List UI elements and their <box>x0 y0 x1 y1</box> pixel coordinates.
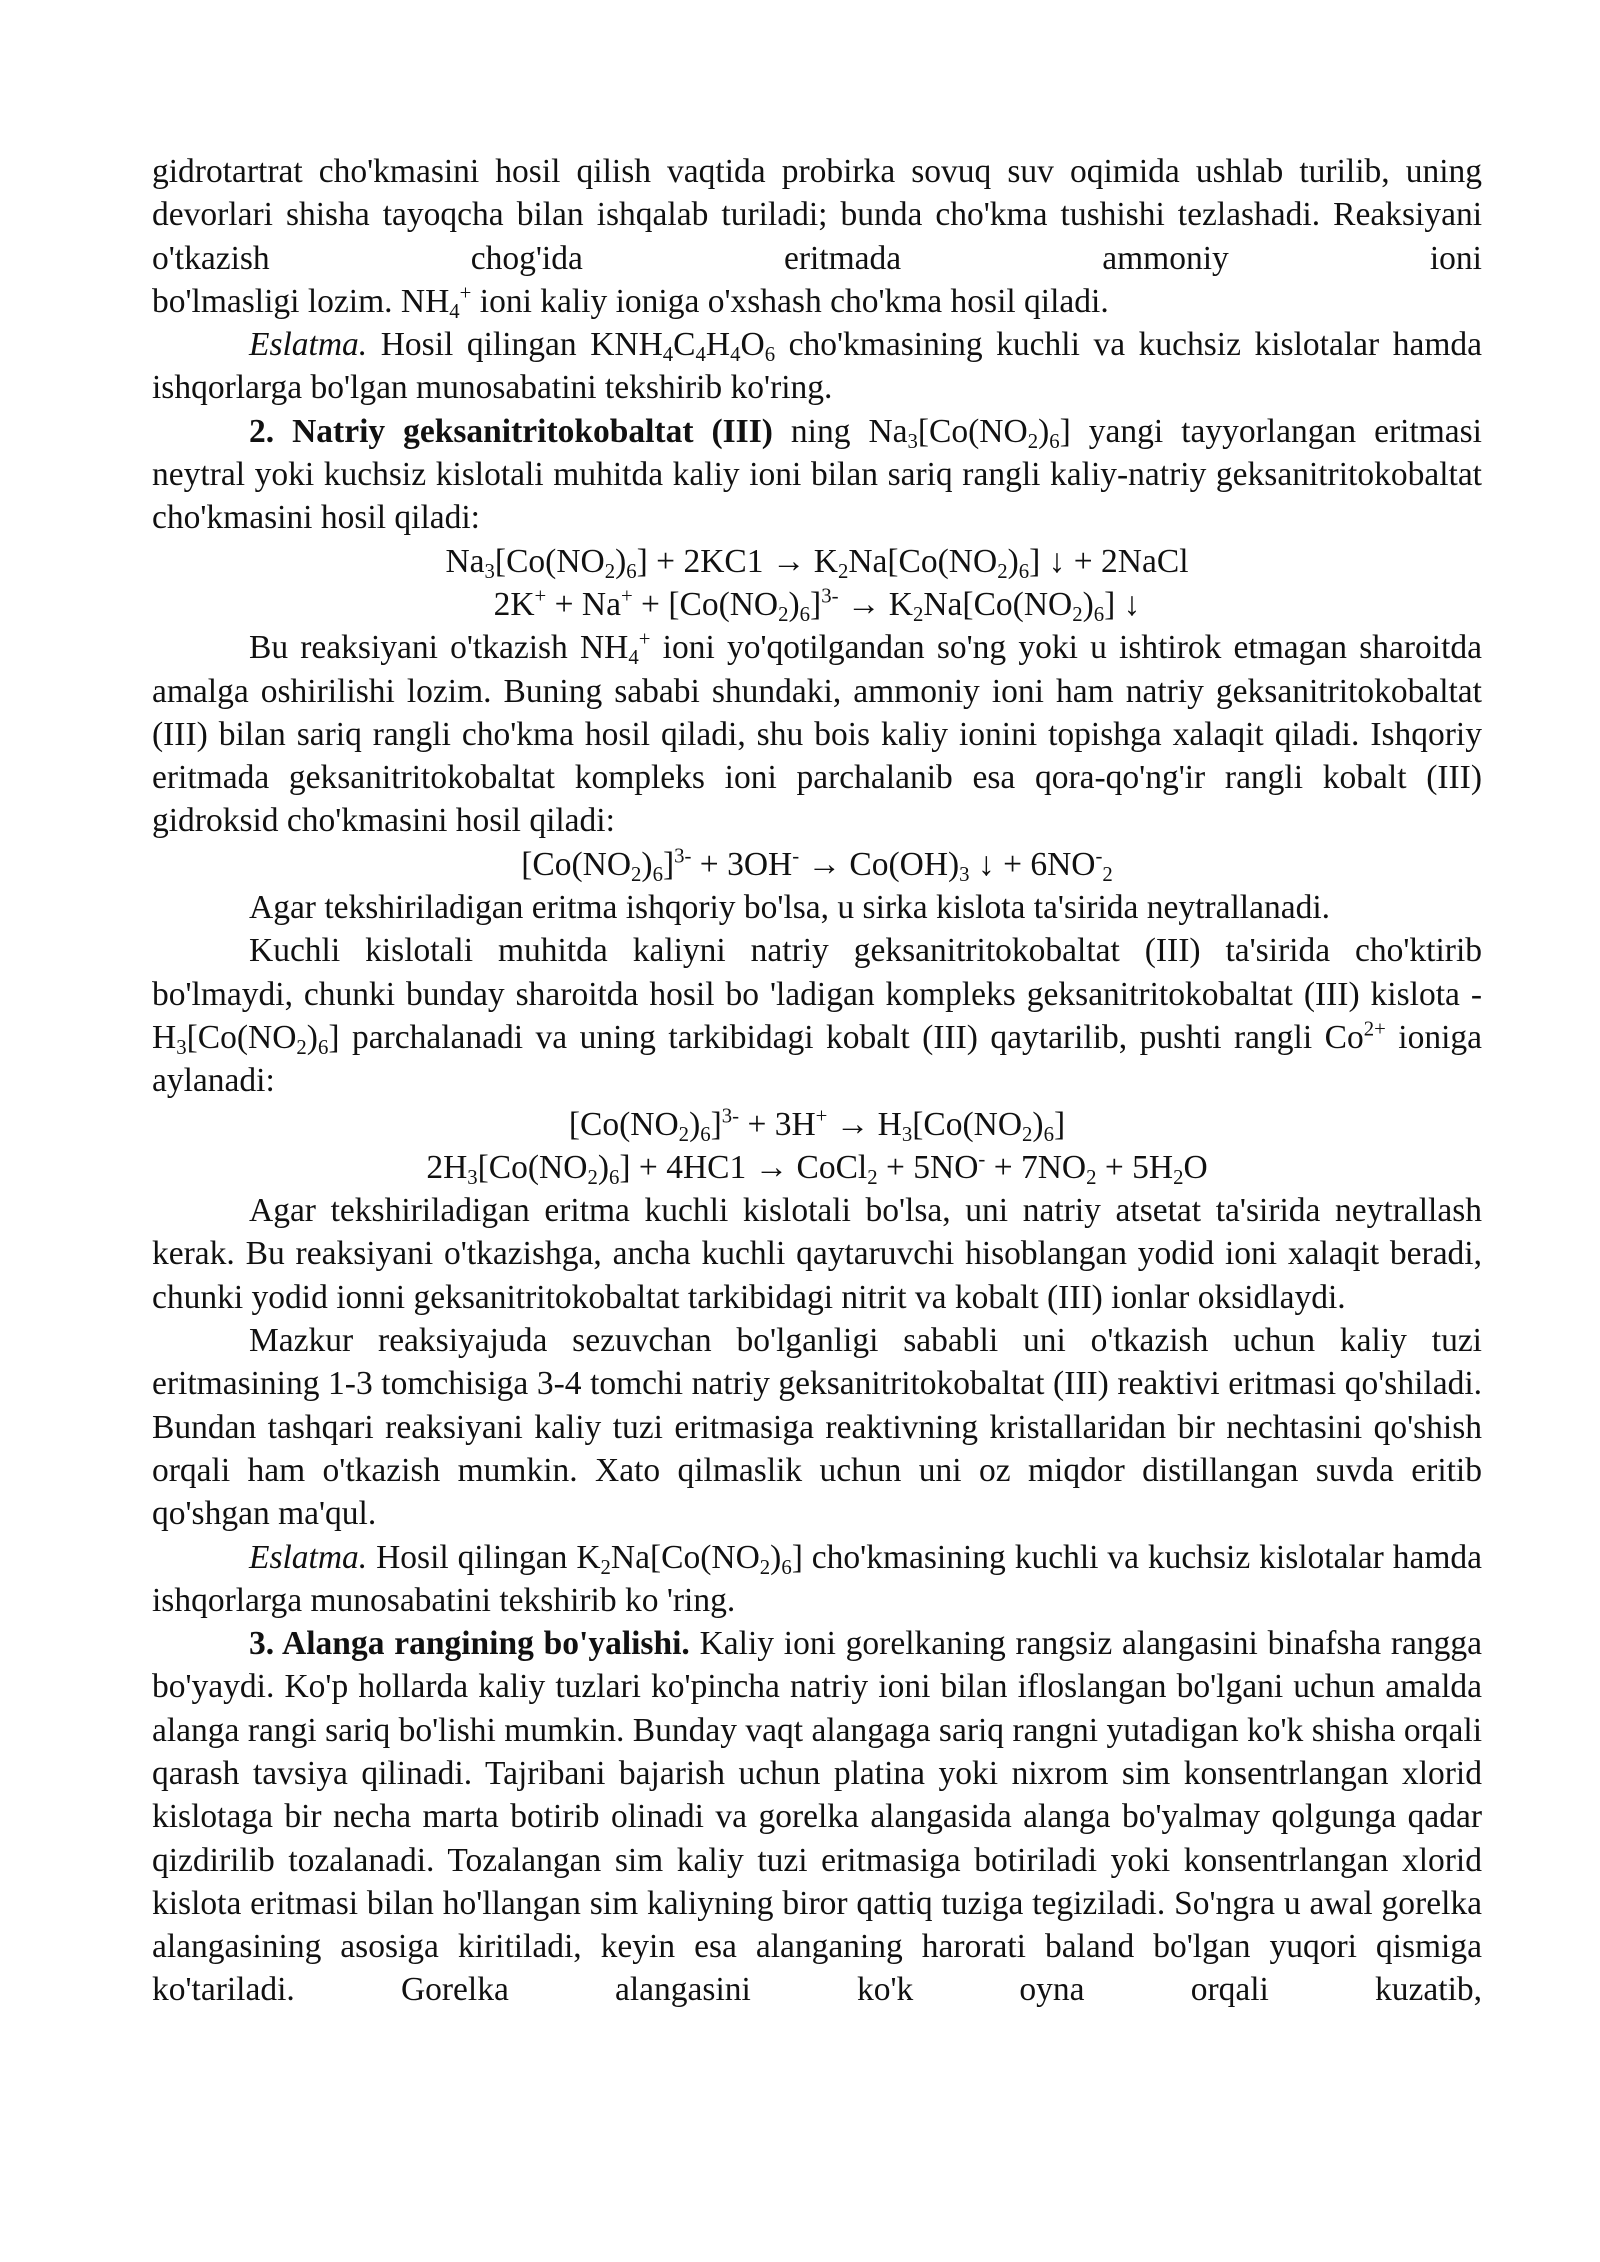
equation-4: $[Co(NO_2)_6]^{3-} + 3H^+ \to H_3[Co(NO_2)_6]$ <box>568 1104 1066 1146</box>
equation-3: $[Co(NO_2)_6]^{3-} + 3OH^- \to Co(OH)_3$ ↓ + $6NO^-_2$ <box>521 844 1113 886</box>
paragraph-neutralization: Agar tekshiriladigan eritma kuchli kislotali bo'lsa, uni natriy atsetat ta'sirida neytrallash kerak. Bu reaksiyani o'tkazishga, ancha kuchli qaytaruvchi hisoblangan yodid ioni xalaqit beradi, chunki yodid ionni geksanitritokobaltat tarkibidagi nitrit va kobalt (III) ionlar oksidlaydi. <box>152 1192 1482 1316</box>
paragraph-ammonium-note: bo'lmasligi lozim. $NH_4^+$ ioni kaliy ioniga o'xshash cho'kma hosil qiladi. <box>152 281 1109 323</box>
equation-1: $Na_3[Co(NO_2)_6] + 2KC1 \to K_2Na[Co(NO_2)_6]$ ↓ + 2NaCl <box>445 542 1189 583</box>
paragraph-ammonium-interference: Bu reaksiyani o'tkazish $NH_4^+$ ioni yo'qotilgandan so'ng yoki u ishtirok etmagan sharoitda amalga oshirilishi lozim. Buning sababi shundaki, ammoniy ioni ham natriy geksanitritokobaltat (III) bilan sariq rangli cho'kma hosil qiladi, shu bois kaliy ionini topishga xalaqit qiladi. Ishqoriy eritmada geksanitritokobaltat kompleks ioni parchalanib esa qora-qo'ng'ir rangli kobalt (III) gidroksid cho'kmasini hosil qiladi: <box>152 627 1483 840</box>
note-label: Eslatma. <box>249 1538 368 1576</box>
section-3-heading: 3. Alanga rangining bo'yalishi. <box>249 1625 690 1663</box>
equation-5: $2H_3[Co(NO_2)_6] + 4HC1$ → CoCl$_2$ + $5NO^- + 7NO_2 + 5H_2O$ <box>426 1147 1208 1189</box>
document-page <box>152 150 1482 2012</box>
paragraph-strong-acid: Kuchli kislotali muhitda kaliyni natriy geksanitritokobaltat (III) ta'sirida cho'ktirib bo'lmaydi, chunki bunday sharoitda hosil bo 'ladigan kompleks geksanitritokobaltat (III) kislota - $H_3[Co(NO_2)_6]$ parchalanadi va uning tarkibidagi kobalt (III) qaytarilib, pushti rangli $Co^{2+}$ ioniga aylanadi: <box>152 932 1483 1100</box>
note-label: Eslatma. <box>249 326 368 364</box>
paragraph-alkaline: Agar tekshiriladigan eritma ishqoriy bo'lsa, u sirka kislota ta'sirida neytrallanadi. <box>249 889 1330 927</box>
section-3-paragraph: 3. Alanga rangining bo'yalishi. Kaliy ioni gorelkaning rangsiz alangasini binafsha rangga bo'yaydi. Ko'p hollarda kaliy tuzlari ko'pincha natriy ioni bilan ifloslangan bo'lgani uchun amalda alanga rangi sariq bo'lishi mumkin. Bunday vaqt alangaga sariq rangni yutadigan ko'k shisha orqali qarash tavsiya qilinadi. Tajribani bajarish uchun platina yoki nixrom sim konsentrlangan xlorid kislotaga bir necha marta botirib olinadi va gorelka alangasida alanga bo'yalmay qolgunga qadar qizdirilib tozalanadi. Tozalangan sim kaliy tuzi eritmasiga botiriladi yoki konsentrlangan xlorid kislota eritmasi bilan ho'llangan sim kaliyning biror qattiq tuziga tegiziladi. So'ngra u awal gorelka alangasining asosiga kiritiladi, keyin esa alanganing harorati baland bo'lgan yuqori qismiga ko'tariladi. Gorelka alangasini ko'k oyna orqali kuzatib, <box>152 1625 1482 2009</box>
equation-2: $2K^+ + Na^+ + [Co(NO_2)_6]^{3-} \to K_2Na[Co(NO_2)_6]$ ↓ <box>493 584 1141 626</box>
section-2-heading: 2. Natriy geksanitritokobaltat (III) <box>249 412 773 450</box>
note-paragraph-1: Eslatma. Hosil qilingan $KNH_4C_4H_4O_6$ cho'kmasining kuchli va kuchsiz kislotalar hamda ishqorlarga bo'lgan munosabatini tekshirib ko'ring. <box>152 326 1482 407</box>
note-paragraph-2: Eslatma. Hosil qilingan $K_2Na[Co(NO_2)_6]$ cho'kmasining kuchli va kuchsiz kislotalar hamda ishqorlarga munosabatini tekshirib ko 'ring. <box>152 1538 1483 1619</box>
paragraph-continued: gidrotartrat cho'kmasini hosil qilish vaqtida probirka sovuq suv oqimida ushlab turilib, uning devorlari shisha tayoqcha bilan ishqalab turiladi; bunda cho'kma tushishi tezlashadi. Reaksiyani o'tkazish chog'ida eritmada ammoniy ioni <box>152 153 1482 277</box>
section-2-paragraph: 2. Natriy geksanitritokobaltat (III) ning $Na_3[Co(NO_2)_6]$ yangi tayyorlangan eritmasi neytral yoki kuchsiz kislotali muhitda kaliy ioni bilan sariq rangli kaliy-natriy geksanitritokobaltat cho'kmasini hosil qiladi: <box>152 412 1482 537</box>
paragraph-procedure: Mazkur reaksiyajuda sezuvchan bo'lganligi sababli uni o'tkazish uchun kaliy tuzi eritmasining 1-3 tomchisiga 3-4 tomchi natriy geksanitritokobaltat (III) reaktivi eritmasi qo'shiladi. Bundan tashqari reaksiyani kaliy tuzi eritmasiga reaktivning kristallaridan bir nechtasini qo'shish orqali ham o'tkazish mumkin. Xato qilmaslik uchun uni oz miqdor distillangan suvda eritib qo'shgan ma'qul. <box>152 1322 1482 1533</box>
